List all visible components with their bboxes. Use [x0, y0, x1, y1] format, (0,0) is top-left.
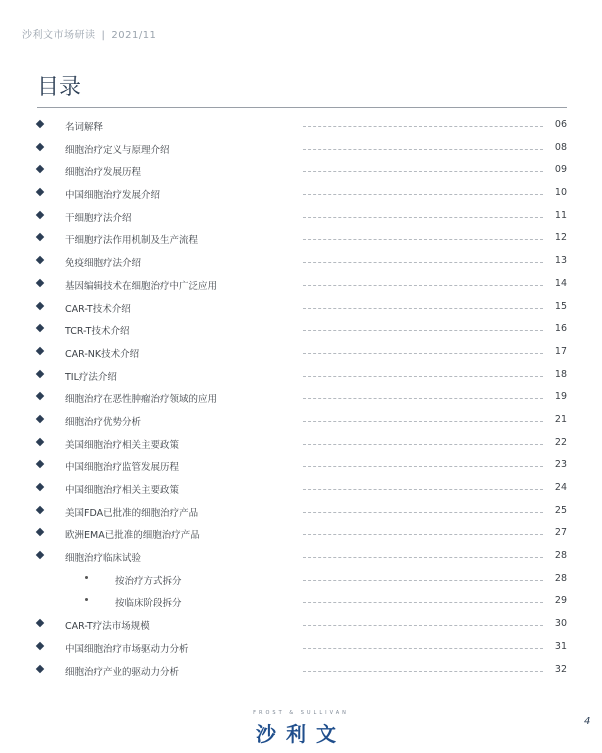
diamond-bullet-icon [36, 211, 44, 219]
toc-entry-label: 基因编辑技术在细胞治疗中广泛应用 [65, 280, 218, 292]
dotted-leader [303, 126, 543, 127]
toc-entry[interactable] [0, 139, 602, 162]
dotted-leader [303, 285, 543, 286]
toc-entry[interactable] [0, 388, 602, 411]
diamond-bullet-icon [36, 483, 44, 491]
header-brand: 沙利文市场研读 [22, 30, 96, 41]
toc-entry[interactable] [0, 411, 602, 434]
toc-entry-label: 细胞治疗优势分析 [65, 416, 142, 428]
diamond-bullet-icon [36, 120, 44, 128]
dotted-leader [303, 330, 543, 331]
toc-entry-page: 29 [554, 595, 567, 607]
toc-entry-page: 27 [554, 527, 567, 539]
dot-bullet-icon [85, 598, 88, 601]
page-header [22, 26, 156, 41]
toc-entry-page: 24 [554, 482, 567, 493]
dotted-leader [303, 194, 543, 195]
toc-entry-page: 28 [554, 550, 567, 562]
diamond-bullet-icon [36, 392, 44, 400]
toc-entry-page: 21 [554, 413, 567, 425]
diamond-bullet-icon [36, 369, 44, 377]
diamond-bullet-icon [36, 233, 44, 241]
toc-entry-label: 美国FDA已批准的细胞治疗产品 [65, 507, 199, 519]
footer-tagline: FROST & SULLIVAN [253, 710, 349, 716]
toc-entry-page: 09 [554, 164, 567, 176]
dotted-leader [303, 376, 543, 377]
toc-entry-page: 13 [554, 255, 567, 267]
toc-entry-label: 中国细胞治疗相关主要政策 [65, 485, 180, 496]
dot-bullet-icon [85, 576, 88, 579]
diamond-bullet-icon [36, 347, 44, 355]
toc-entry-label: 细胞治疗定义与原理介绍 [65, 144, 170, 156]
toc-entry[interactable] [0, 502, 602, 525]
diamond-bullet-icon [36, 301, 44, 309]
title-divider [37, 107, 567, 108]
dotted-leader [303, 512, 543, 513]
diamond-bullet-icon [36, 664, 44, 672]
toc-entry-page: 25 [554, 504, 567, 516]
toc-entry-label: 中国细胞治疗发展介绍 [65, 190, 161, 202]
toc-entry[interactable] [0, 547, 602, 570]
dotted-leader [303, 171, 543, 172]
diamond-bullet-icon [36, 505, 44, 513]
dotted-leader [303, 602, 543, 603]
toc-entry-label: 细胞治疗在恶性肿瘤治疗领域的应用 [65, 394, 218, 406]
toc-entry-label: 细胞治疗临床试验 [65, 553, 142, 565]
toc-entry[interactable] [0, 161, 602, 184]
toc-entry[interactable] [0, 207, 602, 230]
footer-brand-logo: 沙利文 [256, 722, 346, 746]
toc-entry-page: 19 [554, 391, 567, 403]
diamond-bullet-icon [36, 460, 44, 468]
diamond-bullet-icon [36, 142, 44, 150]
toc-entry-label: 免疫细胞疗法介绍 [65, 258, 142, 270]
dotted-leader [303, 466, 543, 467]
dotted-leader [303, 671, 543, 672]
toc-entry-label: 细胞治疗发展历程 [65, 167, 142, 179]
diamond-bullet-icon [36, 256, 44, 264]
page-title: 目录 [37, 75, 82, 100]
toc-entry[interactable] [0, 298, 602, 321]
dotted-leader [303, 557, 543, 558]
toc-entry-label: 中国细胞治疗市场驱动力分析 [65, 643, 189, 655]
dotted-leader [303, 262, 543, 263]
toc-entry-page: 12 [554, 232, 567, 244]
table-of-contents [0, 116, 602, 683]
toc-entry-page: 15 [554, 300, 567, 312]
toc-entry-label: 按临床阶段拆分 [115, 598, 182, 610]
dotted-leader [303, 444, 543, 445]
toc-entry[interactable] [0, 229, 602, 252]
toc-entry-label: CAR-T技术介绍 [65, 303, 131, 315]
header-date: 2021/11 [111, 30, 157, 41]
toc-entry-page: 31 [554, 640, 567, 652]
toc-entry[interactable] [0, 116, 602, 139]
toc-entry-page: 08 [554, 141, 567, 153]
diamond-bullet-icon [36, 324, 44, 332]
dotted-leader [303, 353, 543, 354]
toc-entry[interactable] [0, 252, 602, 275]
toc-entry-label: 按治疗方式拆分 [115, 575, 182, 587]
dotted-leader [303, 580, 543, 581]
toc-entry-page: 06 [554, 119, 567, 130]
toc-entry-page: 28 [554, 572, 567, 584]
diamond-bullet-icon [36, 188, 44, 196]
toc-entry[interactable] [0, 184, 602, 207]
toc-entry-page: 14 [554, 277, 567, 289]
toc-entry-page: 18 [554, 368, 567, 380]
toc-entry[interactable] [0, 320, 602, 343]
toc-entry-page: 32 [554, 663, 567, 675]
toc-entry[interactable] [0, 524, 602, 547]
toc-entry[interactable] [0, 456, 602, 479]
toc-subentry[interactable] [0, 570, 602, 593]
dotted-leader [303, 239, 543, 240]
dotted-leader [303, 308, 543, 309]
dotted-leader [303, 217, 543, 218]
diamond-bullet-icon [36, 437, 44, 445]
toc-entry-label: CAR-NK技术介绍 [65, 348, 140, 360]
toc-entry[interactable] [0, 366, 602, 389]
toc-entry-label: 干细胞疗法介绍 [65, 212, 132, 224]
toc-entry-page: 30 [554, 618, 567, 630]
toc-entry-label: CAR-T疗法市场规模 [65, 621, 150, 633]
toc-entry-page: 11 [554, 209, 567, 221]
diamond-bullet-icon [36, 528, 44, 536]
page-number: 4 [584, 716, 591, 727]
diamond-bullet-icon [36, 642, 44, 650]
dotted-leader [303, 149, 543, 150]
diamond-bullet-icon [36, 551, 44, 559]
toc-subentry[interactable] [0, 592, 602, 615]
dotted-leader [303, 534, 543, 535]
toc-entry-label: 干细胞疗法作用机制及生产流程 [65, 235, 199, 247]
toc-entry[interactable] [0, 275, 602, 298]
toc-entry[interactable] [0, 434, 602, 457]
toc-entry[interactable] [0, 479, 602, 502]
toc-entry-page: 17 [554, 345, 567, 357]
toc-entry-page: 23 [554, 459, 567, 471]
toc-entry-page: 22 [554, 436, 567, 448]
diamond-bullet-icon [36, 165, 44, 173]
toc-entry-label: 中国细胞治疗监管发展历程 [65, 462, 180, 474]
diamond-bullet-icon [36, 415, 44, 423]
dotted-leader [303, 625, 543, 626]
diamond-bullet-icon [36, 619, 44, 627]
dotted-leader [303, 648, 543, 649]
toc-entry[interactable] [0, 343, 602, 366]
dotted-leader [303, 421, 543, 422]
dotted-leader [303, 398, 543, 399]
toc-entry[interactable] [0, 615, 602, 638]
toc-entry-label: 名词解释 [65, 122, 104, 133]
header-separator: | [101, 30, 106, 41]
toc-entry-label: 细胞治疗产业的驱动力分析 [65, 666, 180, 678]
toc-entry-page: 16 [554, 323, 567, 335]
toc-entry[interactable] [0, 661, 602, 684]
toc-entry-label: 美国细胞治疗相关主要政策 [65, 439, 180, 451]
footer-logo [0, 710, 602, 747]
dotted-leader [303, 489, 543, 490]
toc-entry-label: 欧洲EMA已批准的细胞治疗产品 [65, 530, 200, 542]
toc-entry-label: TCR-T技术介绍 [65, 326, 130, 338]
toc-entry[interactable] [0, 638, 602, 661]
toc-entry-label: TIL疗法介绍 [65, 371, 117, 383]
diamond-bullet-icon [36, 279, 44, 287]
toc-entry-page: 10 [554, 187, 567, 199]
